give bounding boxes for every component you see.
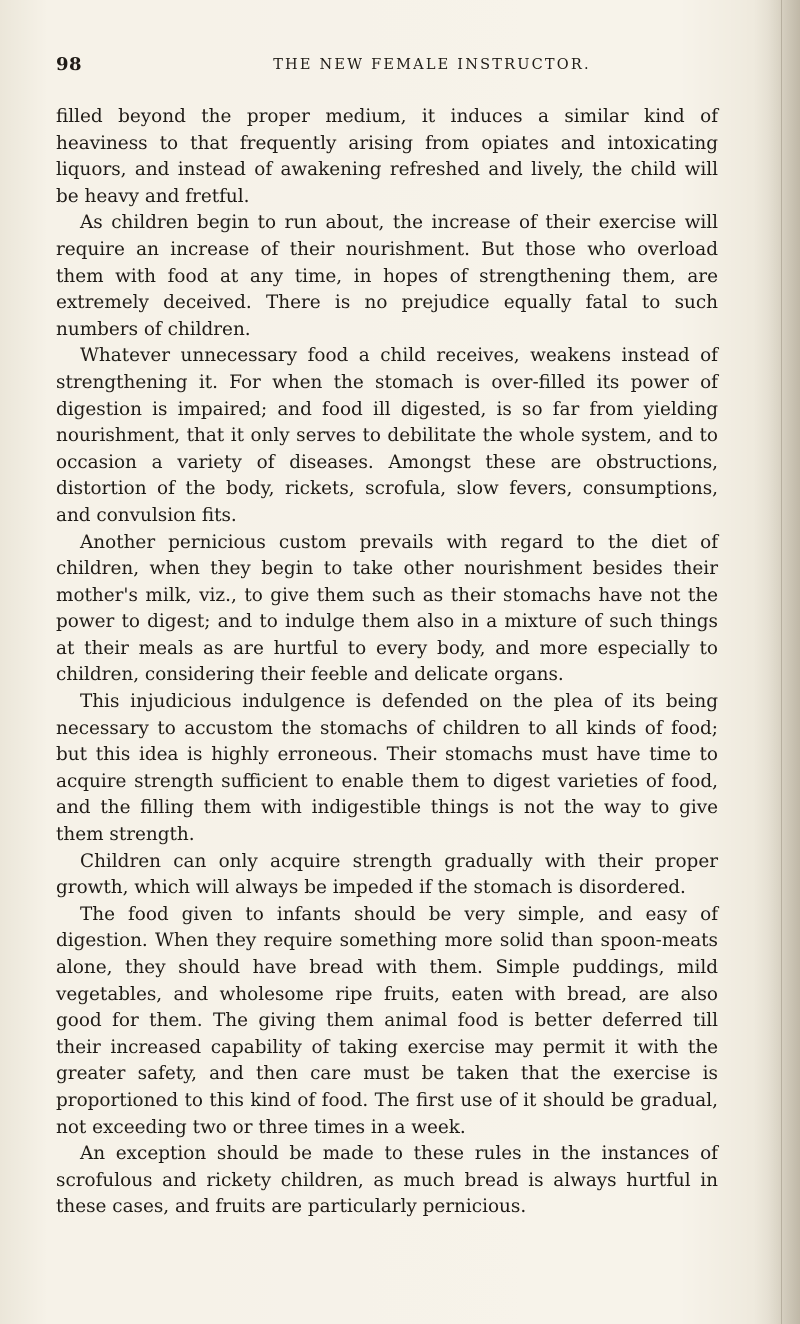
page-edge-shadow — [754, 0, 800, 1324]
page-edge-line — [781, 0, 782, 1324]
paragraph: An exception should be made to these rules in the instances of scrofulous and rickety children, as much bread is always hurtful in these cases, and fruits are particularly pernicious. — [56, 1143, 718, 1218]
body-text — [56, 104, 718, 1221]
page-number: 98 — [56, 54, 83, 75]
running-title: THE NEW FEMALE INSTRUCTOR. — [273, 57, 591, 73]
paragraph: Whatever unnecessary food a child receives, weakens instead of strengthening it. For when the stomach is over-filled its power of digestion is impaired; and food ill digested, is so far from yielding nourishment, that it only serves to debilitate the whole system, and to occasion a variety of diseases. Amongst these are obstructions, distortion of the body, rickets, scrofula, slow fevers, consumptions, and convulsion fits. — [56, 345, 718, 526]
paragraph: This injudicious indulgence is defended on the plea of its being necessary to accustom the stomachs of children to all kinds of food; but this idea is highly erroneous. Their stomachs must have time to acquire strength sufficient to enable them to digest varieties of food, and the filling them with indigestible things is not the way to give them strength. — [56, 691, 718, 846]
paragraph: The food given to infants should be very simple, and easy of digestion. When they require something more solid than spoon-meats alone, they should have bread with them. Simple puddings, mild vegetables, and wholesome ripe fruits, eaten with bread, are also good for them. The giving them animal food is better deferred till their increased capability of taking exercise may permit it with the greater safety, and then care must be taken that the exercise is proportioned to this kind of food. The first use of it should be gradual, not exceeding two or three times in a week. — [56, 903, 718, 1138]
paragraph-continued: filled beyond the proper medium, it induces a similar kind of heaviness to that frequently arising from opiates and intoxicating liquors, and instead of awakening refreshed and lively, the child will be heavy and fretful. — [56, 106, 718, 207]
paragraph: Another pernicious custom prevails with regard to the diet of children, when they begin to take other nourishment besides their mother's milk, viz., to give them such as their stomachs have not the power to digest; and to indulge them also in a mixture of such things at their meals as are hurtful to every body, and more especially to children, considering their feeble and delicate organs. — [56, 531, 718, 686]
paragraph: Children can only acquire strength gradually with their proper growth, which will always be impeded if the stomach is disordered. — [56, 850, 718, 899]
paragraph: As children begin to run about, the increase of their exercise will require an increase of their nourishment. But those who overload them with food at any time, in hopes of strengthening them, are extremely deceived. There is no prejudice equally fatal to such numbers of children. — [56, 212, 718, 340]
running-head — [56, 36, 756, 76]
